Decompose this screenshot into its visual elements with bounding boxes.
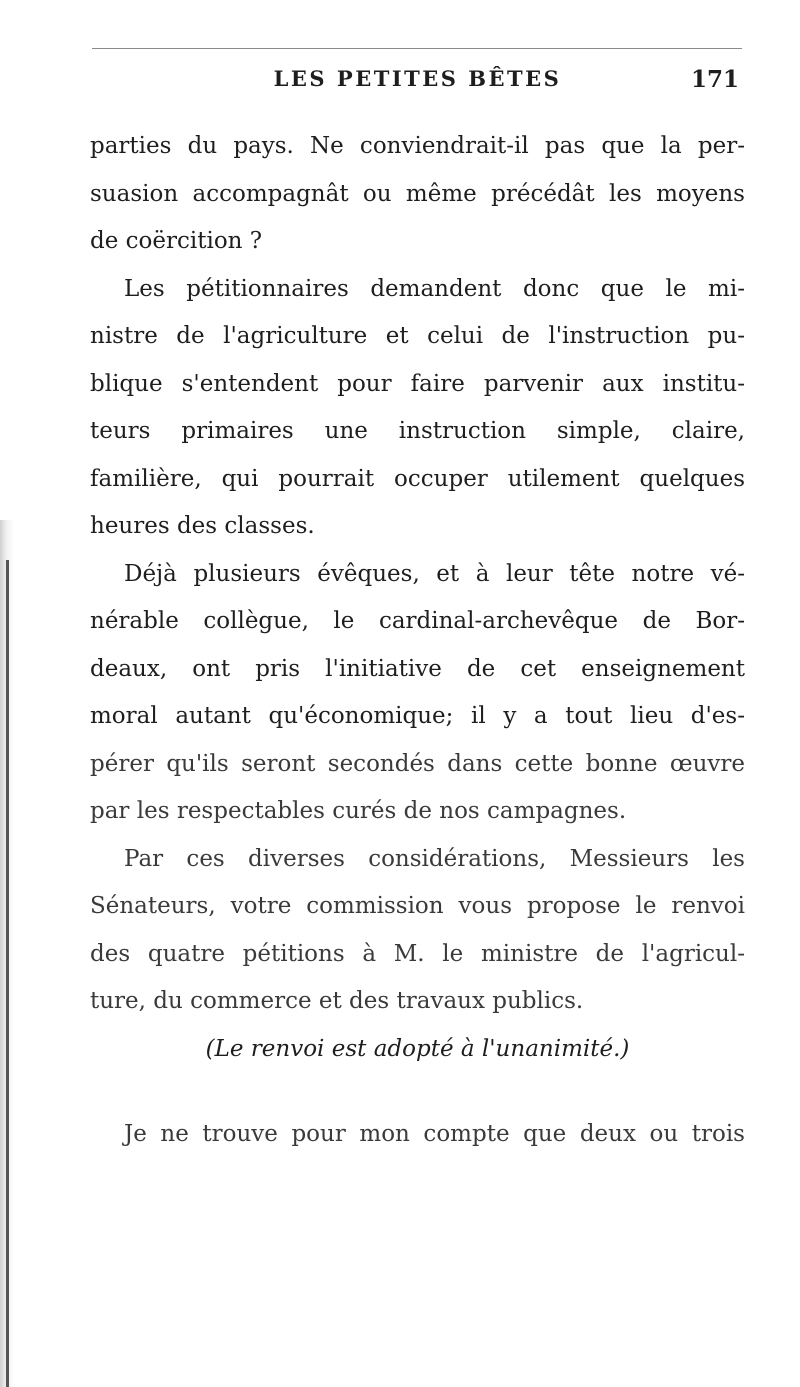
text-line: suasion accompagnât ou même précédât les moyens (90, 180, 745, 207)
text-line: parties du pays. Ne conviendrait-il pas que la per- (90, 133, 745, 159)
body-text (90, 123, 745, 1159)
top-rule (92, 48, 742, 49)
text-line: blique s'entendent pour faire parvenir aux institu- (90, 370, 745, 397)
text-line: moral autant qu'économique; il y a tout lieu d'es- (90, 703, 745, 729)
paragraph-start-line: Les pétitionnaires demandent donc que le mi- (124, 275, 745, 302)
page-number: 171 (690, 66, 739, 93)
running-head (90, 66, 745, 96)
text-line: pérer qu'ils seront secondés dans cette bonne œuvre (90, 750, 745, 777)
resolution-note: (Le renvoi est adopté à l'unanimité.) (205, 1035, 630, 1062)
text-line: de coërcition ? (90, 228, 263, 254)
text-line: Sénateurs, votre commission vous propose le renvoi (90, 893, 745, 919)
running-title: LES PETITES BÊTES (273, 66, 562, 91)
text-line: heures des classes. (90, 513, 315, 539)
text-line: par les respectables curés de nos campagnes. (90, 798, 627, 824)
text-line: des quatre pétitions à M. le ministre de l'agricul- (90, 940, 745, 967)
text-line: familière, qui pourrait occuper utilement quelques (90, 465, 745, 492)
text-line: nistre de l'agriculture et celui de l'instruction pu- (90, 323, 745, 349)
binding-edge (6, 560, 9, 1387)
text-line: ture, du commerce et des travaux publics. (90, 988, 584, 1014)
paragraph-start-line: Par ces diverses considérations, Messieurs les (124, 845, 745, 872)
paragraph-start-line: Je ne trouve pour mon compte que deux ou trois (124, 1121, 745, 1147)
text-line: nérable collègue, le cardinal-archevêque de Bor- (90, 608, 745, 634)
text-line: deaux, ont pris l'initiative de cet enseignement (90, 655, 745, 682)
text-line: teurs primaires une instruction simple, claire, (90, 418, 745, 444)
paragraph-start-line: Déjà plusieurs évêques, et à leur tête notre vé- (124, 560, 745, 587)
paragraph-gap (90, 1073, 745, 1111)
